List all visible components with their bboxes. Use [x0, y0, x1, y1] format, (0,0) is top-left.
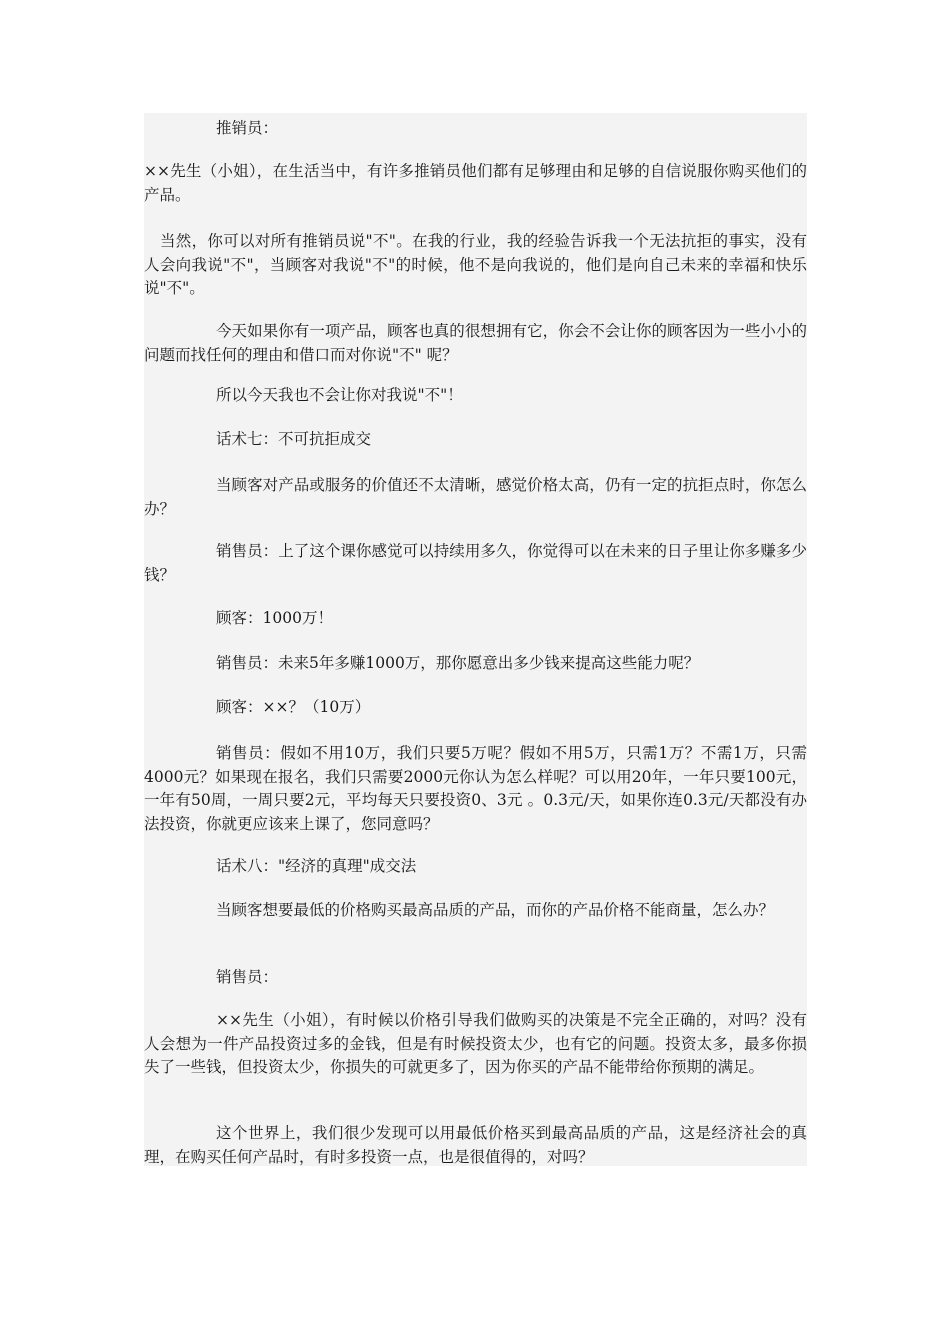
paragraph-salesperson-label-2: 销售员：: [216, 968, 279, 986]
paragraph-salesperson-label: 推销员：: [216, 119, 279, 137]
paragraph-lowest-price: 当顾客想要最低的价格购买最高品质的产品，而你的产品价格不能商量，怎么办？: [216, 901, 775, 919]
paragraph-economic-truth: 这个世界上，我们很少发现可以用最低价格买到最高品质的产品，这是经济社会的真理，在购买任何产品时，有时多投资一点，也是很值得的，对吗？: [144, 1124, 807, 1166]
paragraph-product-question: 今天如果你有一项产品，顾客也真的很想拥有它，你会不会让你的顾客因为一些小小的问题而找任何的理由和借口而对你说"不" 呢？: [144, 322, 807, 364]
paragraph-sales-question: 销售员：上了这个课你感觉可以持续用多久，你觉得可以在未来的日子里让你多赚多少钱？: [144, 542, 807, 584]
paragraph-intro: ××先生（小姐），在生活当中，有许多推销员他们都有足够理由和足够的自信说服你购买他们的产品。: [144, 162, 807, 204]
paragraph-customer-answer: 顾客：1000万！: [216, 609, 333, 627]
heading-script-seven: 话术七：不可抗拒成交: [216, 430, 372, 448]
paragraph-not-let-say-no: 所以今天我也不会让你对我说"不"！: [216, 386, 463, 404]
paragraph-price-too-high: 当顾客对产品或服务的价值还不太清晰，感觉价格太高，仍有一定的抗拒点时，你怎么办？: [144, 476, 807, 518]
paragraph-customer-price: 顾客：××？（10万）: [216, 698, 371, 716]
paragraph-investment: ××先生（小姐），有时候以价格引导我们做购买的决策是不完全正确的，对吗？没有人会想为一件产品投资过多的金钱，但是有时候投资太少，也有它的问题。投资太多，最多你损失了一些钱，但投资太少，你损失的可就更多了，因为你买的产品不能带给你预期的满足。: [144, 1011, 807, 1076]
paragraph-price-breakdown: 销售员：假如不用10万，我们只要5万呢？假如不用5万，只需1万？不需1万，只需4000元？如果现在报名，我们只需要2000元你认为怎么样呢？可以用20年，一年只要100元，一年有50周，一周只要2元，平均每天只要投资0、3元 。0.3元/天，如果你连0.3元/天都没有办法投资，你就更应该来上课了，您同意吗？: [144, 744, 807, 833]
heading-script-eight: 话术八："经济的真理"成交法: [216, 857, 417, 875]
paragraph-say-no: 当然，你可以对所有推销员说"不"。在我的行业，我的经验告诉我一个无法抗拒的事实，没有人会向我说"不"，当顾客对我说"不"的时候，他不是向我说的，他们是向自己未来的幸福和快乐说"不"。: [144, 232, 807, 297]
paragraph-five-years: 销售员：未来5年多赚1000万，那你愿意出多少钱来提高这些能力呢？: [216, 654, 700, 672]
